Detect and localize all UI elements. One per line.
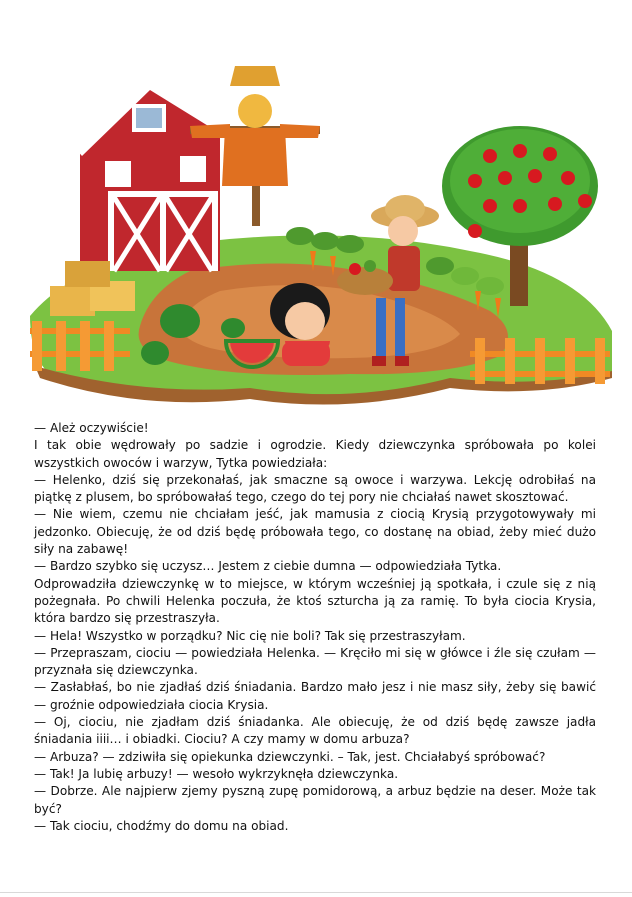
- paragraph: — Bardzo szybko się uczysz… Jestem z ciebie dumna — odpowiedziała Tytka.: [34, 559, 502, 574]
- paragraph: — Arbuza? — zdziwiła się opiekunka dziewczynki. – Tak, jest. Chciałabyś spróbować?: [34, 749, 546, 764]
- paragraph: Odprowadziła dziewczynkę w to miejsce, w którym wcześniej ją spotkała, i czule się z nią pożegnała. Po chwili Helenka poczuła, że ktoś szturcha ją za ramię. To była ciocia Krysia, która bardzo się przestraszyła.: [34, 576, 596, 626]
- paragraph: — Ależ oczywiście!: [34, 421, 149, 435]
- paragraph: — Tak ciociu, chodźmy do domu na obiad.: [34, 818, 289, 833]
- paragraph: — Zasłabłaś, bo nie zjadłaś dziś śniadania. Bardzo mało jesz i nie masz siły, żeby się bawić — groźnie odpowiedziała ciocia Krysia.: [34, 680, 596, 712]
- paragraph: — Dobrze. Ale najpierw zjemy pyszną zupę pomidorową, a arbuz będzie na deser. Może tak być?: [34, 784, 596, 816]
- farm-illustration: [20, 66, 620, 416]
- paragraph: — Helenko, dziś się przekonałaś, jak smaczne są owoce i warzywa. Lekcję odrobiłaś na piątkę z plusem, bo spróbowałaś tego, czego do tej pory nie chciałaś nawet skosztować.: [34, 472, 596, 505]
- story-text: [34, 420, 596, 835]
- paragraph: — Oj, ciociu, nie zjadłam dziś śniadanka. Ale obiecuję, że od dziś będę zawsze jadła śniadania iiii… i obiadki. Ciociu? A czy mamy w domu arbuza?: [34, 715, 596, 747]
- page-divider: [0, 892, 632, 893]
- barn: [75, 78, 225, 271]
- paragraph: — Nie wiem, czemu nie chciałam jeść, jak mamusia z ciocią Krysią przygotowywały mi jedzonko. Obiecuję, że od dziś będę próbowała tego, co dostanę na obiad, żeby mieć dużo siły na zabawę!: [34, 507, 596, 557]
- paragraph: I tak obie wędrowały po sadzie i ogrodzie. Kiedy dziewczynka spróbowała po kolei wszystkich owoców i warzyw, Tytka powiedziała:: [34, 438, 596, 470]
- paragraph: — Przepraszam, ciociu — powiedziała Helenka. — Kręciło mi się w główce i źle się czułam — przyznała się dziewczynka.: [34, 645, 596, 678]
- paragraph: — Hela! Wszystko w porządku? Nic cię nie boli? Tak się przestraszyłam.: [34, 628, 466, 643]
- paragraph: — Tak! Ja lubię arbuzy! — wesoło wykrzyknęła dziewczynka.: [34, 766, 399, 781]
